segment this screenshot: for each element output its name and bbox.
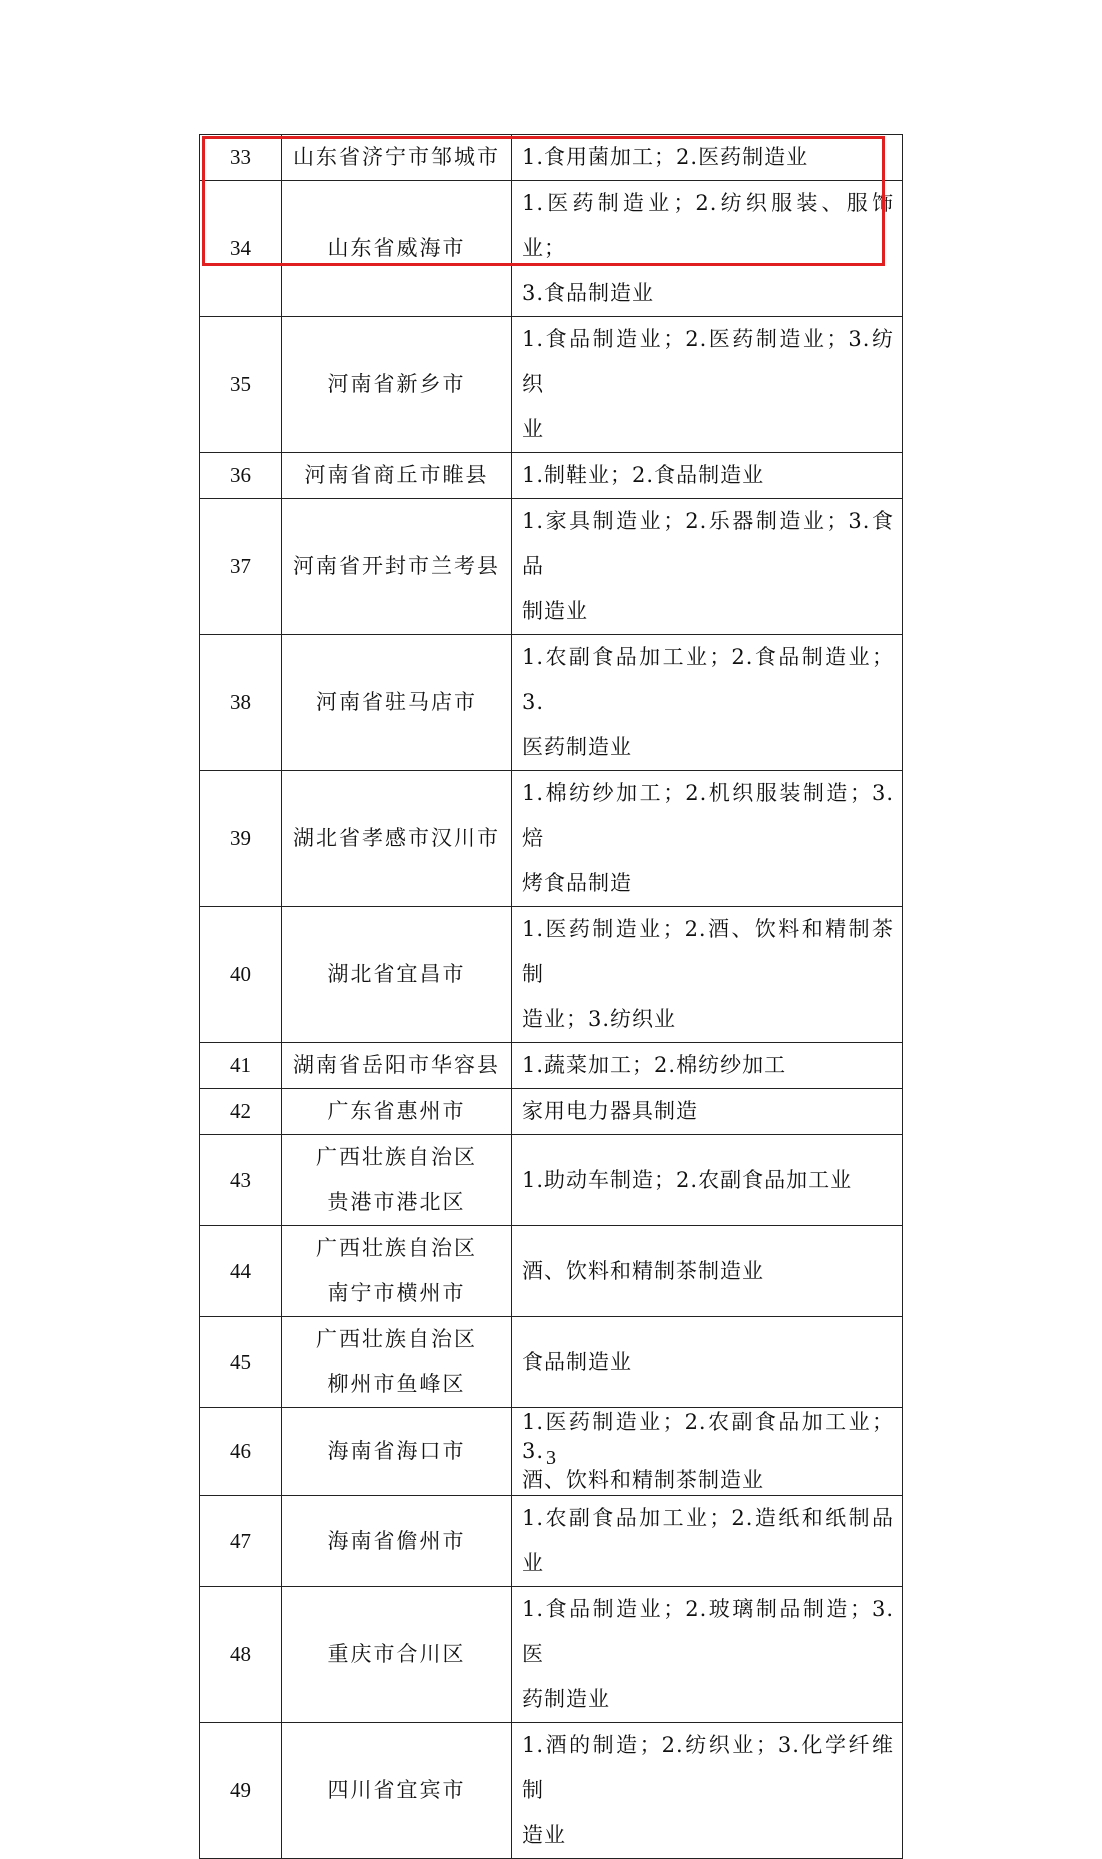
region-cell bbox=[282, 1496, 512, 1587]
industry-line: 药制造业 bbox=[522, 1687, 610, 1711]
row-number: 35 bbox=[200, 317, 282, 453]
industry-line: 1.助动车制造；2.农副食品加工业 bbox=[522, 1167, 853, 1192]
industry-line: 1.医药制造业；2.农副食品加工业；3. bbox=[522, 1410, 894, 1463]
industry-line: 1.农副食品加工业；2.食品制造业；3. bbox=[522, 645, 894, 714]
industry-line: 1.酒的制造；2.纺织业；3.化学纤维制 bbox=[522, 1733, 894, 1802]
region-line: 广西壮族自治区 bbox=[316, 1236, 477, 1260]
region-cell bbox=[282, 317, 512, 453]
region-line: 海南省儋州市 bbox=[327, 1528, 466, 1553]
row-number: 38 bbox=[200, 635, 282, 771]
region-cell bbox=[282, 635, 512, 771]
industry-line: 1.农副食品加工业；2.造纸和纸制品业 bbox=[522, 1506, 894, 1575]
industry-line: 1.蔬菜加工；2.棉纺纱加工 bbox=[522, 1053, 787, 1077]
industry-line: 1.家具制造业；2.乐器制造业；3.食品 bbox=[522, 509, 894, 578]
region-line: 河南省驻马店市 bbox=[316, 690, 477, 714]
industry-cell bbox=[512, 1135, 903, 1226]
row-number: 42 bbox=[200, 1089, 282, 1135]
region-cell bbox=[282, 1135, 512, 1226]
table-row bbox=[200, 181, 903, 317]
row-number: 37 bbox=[200, 499, 282, 635]
region-line: 广西壮族自治区 bbox=[316, 1327, 477, 1351]
region-line: 四川省宜宾市 bbox=[327, 1778, 466, 1802]
region-line: 湖南省岳阳市华容县 bbox=[293, 1053, 500, 1077]
table-row bbox=[200, 135, 903, 181]
industry-cell bbox=[512, 317, 903, 453]
data-table bbox=[199, 134, 903, 1859]
table-row bbox=[200, 1496, 903, 1587]
region-cell bbox=[282, 1226, 512, 1317]
table-row bbox=[200, 1723, 903, 1859]
table-row bbox=[200, 1587, 903, 1723]
region-line: 重庆市合川区 bbox=[327, 1642, 466, 1666]
row-number: 41 bbox=[200, 1043, 282, 1089]
row-number: 47 bbox=[200, 1496, 282, 1587]
region-cell bbox=[282, 135, 512, 181]
table-row bbox=[200, 317, 903, 453]
region-cell bbox=[282, 1317, 512, 1408]
industry-line: 1.棉纺纱加工；2.机织服装制造；3.焙 bbox=[522, 781, 894, 850]
region-cell bbox=[282, 771, 512, 907]
industry-line: 食品制造业 bbox=[522, 1349, 632, 1374]
table-body bbox=[200, 135, 903, 1859]
region-line: 南宁市横州市 bbox=[327, 1281, 466, 1305]
industry-line: 业 bbox=[522, 417, 544, 441]
region-line: 山东省威海市 bbox=[327, 236, 466, 260]
row-number: 33 bbox=[200, 135, 282, 181]
region-line: 河南省开封市兰考县 bbox=[293, 554, 500, 578]
row-number: 43 bbox=[200, 1135, 282, 1226]
region-line: 柳州市鱼峰区 bbox=[327, 1372, 466, 1396]
industry-cell bbox=[512, 1587, 903, 1723]
row-number: 39 bbox=[200, 771, 282, 907]
table-row bbox=[200, 1089, 903, 1135]
table-row bbox=[200, 1043, 903, 1089]
region-line: 山东省济宁市邹城市 bbox=[293, 145, 500, 169]
industry-cell bbox=[512, 181, 903, 317]
table-row bbox=[200, 499, 903, 635]
region-cell bbox=[282, 499, 512, 635]
region-cell bbox=[282, 1587, 512, 1723]
industry-cell bbox=[512, 1496, 903, 1587]
industry-cell bbox=[512, 499, 903, 635]
industry-cell bbox=[512, 1043, 903, 1089]
industry-line: 造业 bbox=[522, 1823, 566, 1847]
row-number: 36 bbox=[200, 453, 282, 499]
region-line: 湖北省孝感市汉川市 bbox=[293, 826, 500, 850]
industry-line: 1.食品制造业；2.玻璃制品制造；3.医 bbox=[522, 1597, 894, 1666]
industry-line: 1.医药制造业；2.纺织服装、服饰业； bbox=[522, 191, 894, 260]
industry-line: 1.食用菌加工；2.医药制造业 bbox=[522, 145, 809, 169]
industry-cell bbox=[512, 1723, 903, 1859]
industry-line: 烤食品制造 bbox=[522, 871, 632, 895]
table-row bbox=[200, 635, 903, 771]
region-cell bbox=[282, 1089, 512, 1135]
region-cell bbox=[282, 181, 512, 317]
industry-line: 3.食品制造业 bbox=[522, 281, 655, 305]
row-number: 48 bbox=[200, 1587, 282, 1723]
region-line: 贵港市港北区 bbox=[327, 1190, 466, 1214]
industry-cell bbox=[512, 1317, 903, 1408]
region-line: 广西壮族自治区 bbox=[316, 1145, 477, 1169]
industry-line: 家用电力器具制造 bbox=[522, 1099, 698, 1123]
row-number: 49 bbox=[200, 1723, 282, 1859]
row-number: 46 bbox=[200, 1408, 282, 1496]
table-row bbox=[200, 1317, 903, 1408]
industry-cell bbox=[512, 453, 903, 499]
region-line: 湖北省宜昌市 bbox=[327, 962, 466, 986]
industry-cell bbox=[512, 907, 903, 1043]
industry-cell bbox=[512, 135, 903, 181]
row-number: 44 bbox=[200, 1226, 282, 1317]
table-row bbox=[200, 1226, 903, 1317]
table-row bbox=[200, 907, 903, 1043]
region-line: 河南省新乡市 bbox=[327, 372, 466, 396]
row-number: 34 bbox=[200, 181, 282, 317]
region-cell bbox=[282, 907, 512, 1043]
region-line: 海南省海口市 bbox=[327, 1439, 466, 1463]
region-cell bbox=[282, 453, 512, 499]
region-cell bbox=[282, 1043, 512, 1089]
region-line: 河南省商丘市睢县 bbox=[304, 463, 489, 487]
row-number: 40 bbox=[200, 907, 282, 1043]
table-row bbox=[200, 1135, 903, 1226]
industry-line: 医药制造业 bbox=[522, 735, 632, 759]
industry-cell bbox=[512, 1226, 903, 1317]
industry-line: 造业；3.纺织业 bbox=[522, 1007, 677, 1031]
industry-line: 1.医药制造业；2.酒、饮料和精制茶制 bbox=[522, 917, 894, 986]
industry-line: 酒、饮料和精制茶制造业 bbox=[522, 1258, 764, 1283]
industry-line: 1.制鞋业；2.食品制造业 bbox=[522, 463, 765, 487]
region-cell bbox=[282, 1723, 512, 1859]
industry-cell bbox=[512, 635, 903, 771]
table-row bbox=[200, 771, 903, 907]
industry-line: 1.食品制造业；2.医药制造业；3.纺织 bbox=[522, 327, 894, 396]
region-line: 广东省惠州市 bbox=[327, 1099, 466, 1123]
industry-cell bbox=[512, 771, 903, 907]
industry-line: 酒、饮料和精制茶制造业 bbox=[522, 1468, 764, 1492]
industry-cell bbox=[512, 1089, 903, 1135]
industry-line: 制造业 bbox=[522, 599, 588, 623]
table-row bbox=[200, 453, 903, 499]
row-number: 45 bbox=[200, 1317, 282, 1408]
page-number: 3 bbox=[546, 1447, 556, 1469]
